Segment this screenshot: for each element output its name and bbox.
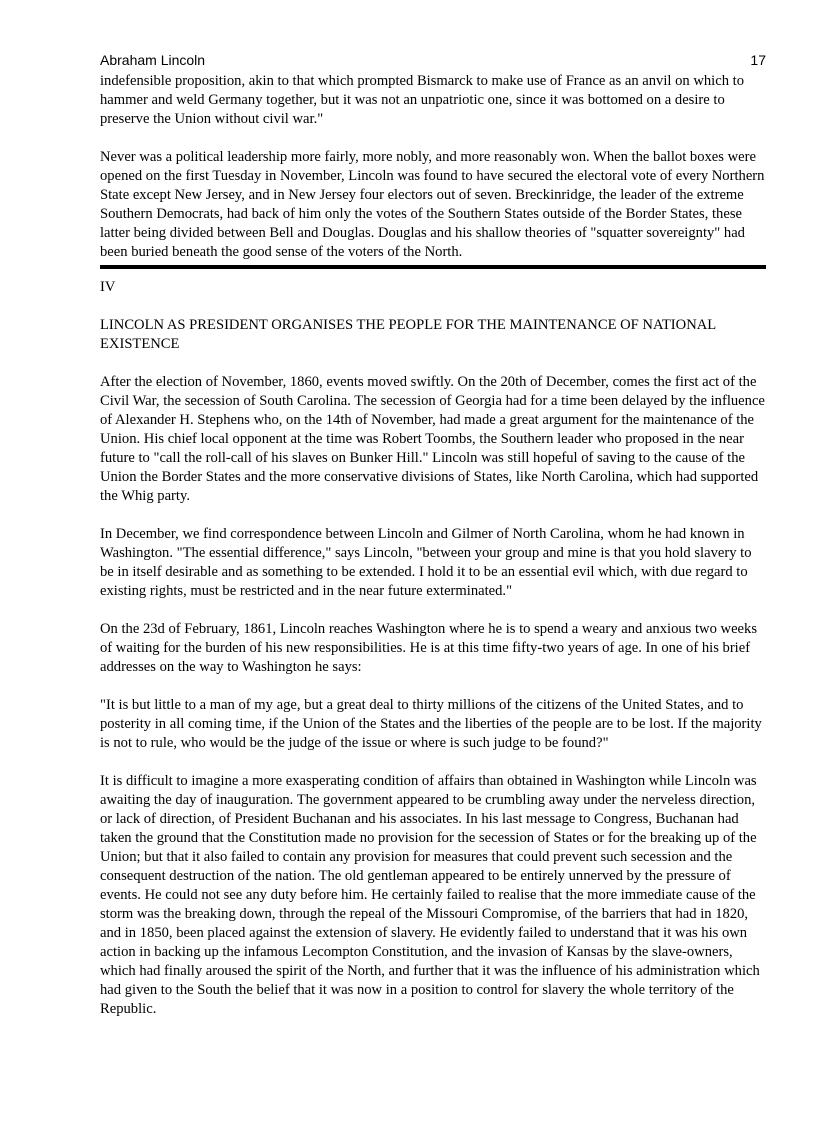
paragraph-arrival-washington: On the 23d of February, 1861, Lincoln reaches Washington where he is to spend a weary and anxious two weeks of waiting for the burden of his new responsibilities. He is at this time fifty-two years of age. In one of his brief addresses on the way to Washington he says:: [100, 621, 757, 675]
page-number: 17: [750, 52, 766, 68]
section-divider: [100, 265, 766, 269]
page: [100, 50, 766, 1019]
chapter-title: LINCOLN AS PRESIDENT ORGANISES THE PEOPLE FOR THE MAINTENANCE OF NATIONAL EXISTENCE: [100, 317, 716, 352]
book-title: Abraham Lincoln: [100, 52, 206, 68]
paragraph-gilmer-correspondence: In December, we find correspondence between Lincoln and Gilmer of North Carolina, whom he had known in Washington. "The essential difference," says Lincoln, "between your group and mine is that you hold slavery to be in itself desirable and as something to be extended. I hold it to be an essential evil which, with due regard to existing rights, must be restricted and in the near future exterminated.": [100, 526, 752, 599]
running-header: [100, 50, 766, 70]
chapter-number: IV: [100, 279, 116, 295]
paragraph-quotation: "It is but little to a man of my age, but a great deal to thirty millions of the citizens of the United States, and to posterity in all coming time, if the Union of the States and the liberties of the people are to be lost. If the majority is not to rule, who would be the judge of the issue or where is such judge to be found?": [100, 697, 762, 751]
paragraph-continuation: indefensible proposition, akin to that which prompted Bismarck to make use of France as an anvil on which to hammer and weld Germany together, but it was not an unpatriotic one, since it was bottomed on a desire to preserve the Union without civil war.": [100, 73, 745, 127]
paragraph-secession: After the election of November, 1860, events moved swiftly. On the 20th of December, comes the first act of the Civil War, the secession of South Carolina. The secession of Georgia had for a time been delayed by the influence of Alexander H. Stephens who, on the 14th of November, had made a great argument for the maintenance of the Union. His chief local opponent at the time was Robert Toombs, the Southern leader who proposed in the near future to "call the roll-call of his slaves on Bunker Hill." Lincoln was still hopeful of saving to the cause of the Union the Border States and the more conservative divisions of States, like North Carolina, which had supported the Whig party.: [100, 374, 765, 504]
paragraph-election-result: Never was a political leadership more fairly, more nobly, and more reasonably won. When the ballot boxes were opened on the first Tuesday in November, Lincoln was found to have secured the electoral vote of every Northern State except New Jersey, and in New Jersey four electors out of seven. Breckinridge, the leader of the extreme Southern Democrats, had back of him only the votes of the Southern States outside of the Border States, these latter being divided between Bell and Douglas. Douglas and his shallow theories of "squatter sovereignty" had been buried beneath the good sense of the voters of the North.: [100, 149, 765, 260]
paragraph-buchanan: It is difficult to imagine a more exasperating condition of affairs than obtained in Washington while Lincoln was awaiting the day of inauguration. The government appeared to be crumbling away under the nerveless direction, or lack of direction, of President Buchanan and his associates. In his last message to Congress, Buchanan had taken the ground that the Constitution made no provision for the secession of States or for the breaking up of the Union; but that it also failed to contain any provision for measures that could prevent such secession and the consequent destruction of the nation. The old gentleman appeared to be entirely unnerved by the pressure of events. He could not see any duty before him. He certainly failed to realise that the more immediate cause of the storm was the breaking down, through the repeal of the Missouri Compromise, of the barriers that had in 1820, and in 1850, been placed against the extension of slavery. He evidently failed to understand that it was his own action in backing up the infamous Lecompton Constitution, and the invasion of Kansas by the slave-owners, which had finally aroused the spirit of the North, and further that it was the influence of his administration which had given to the South the belief that it was now in a position to control for slavery the whole territory of the Republic.: [100, 773, 760, 1017]
